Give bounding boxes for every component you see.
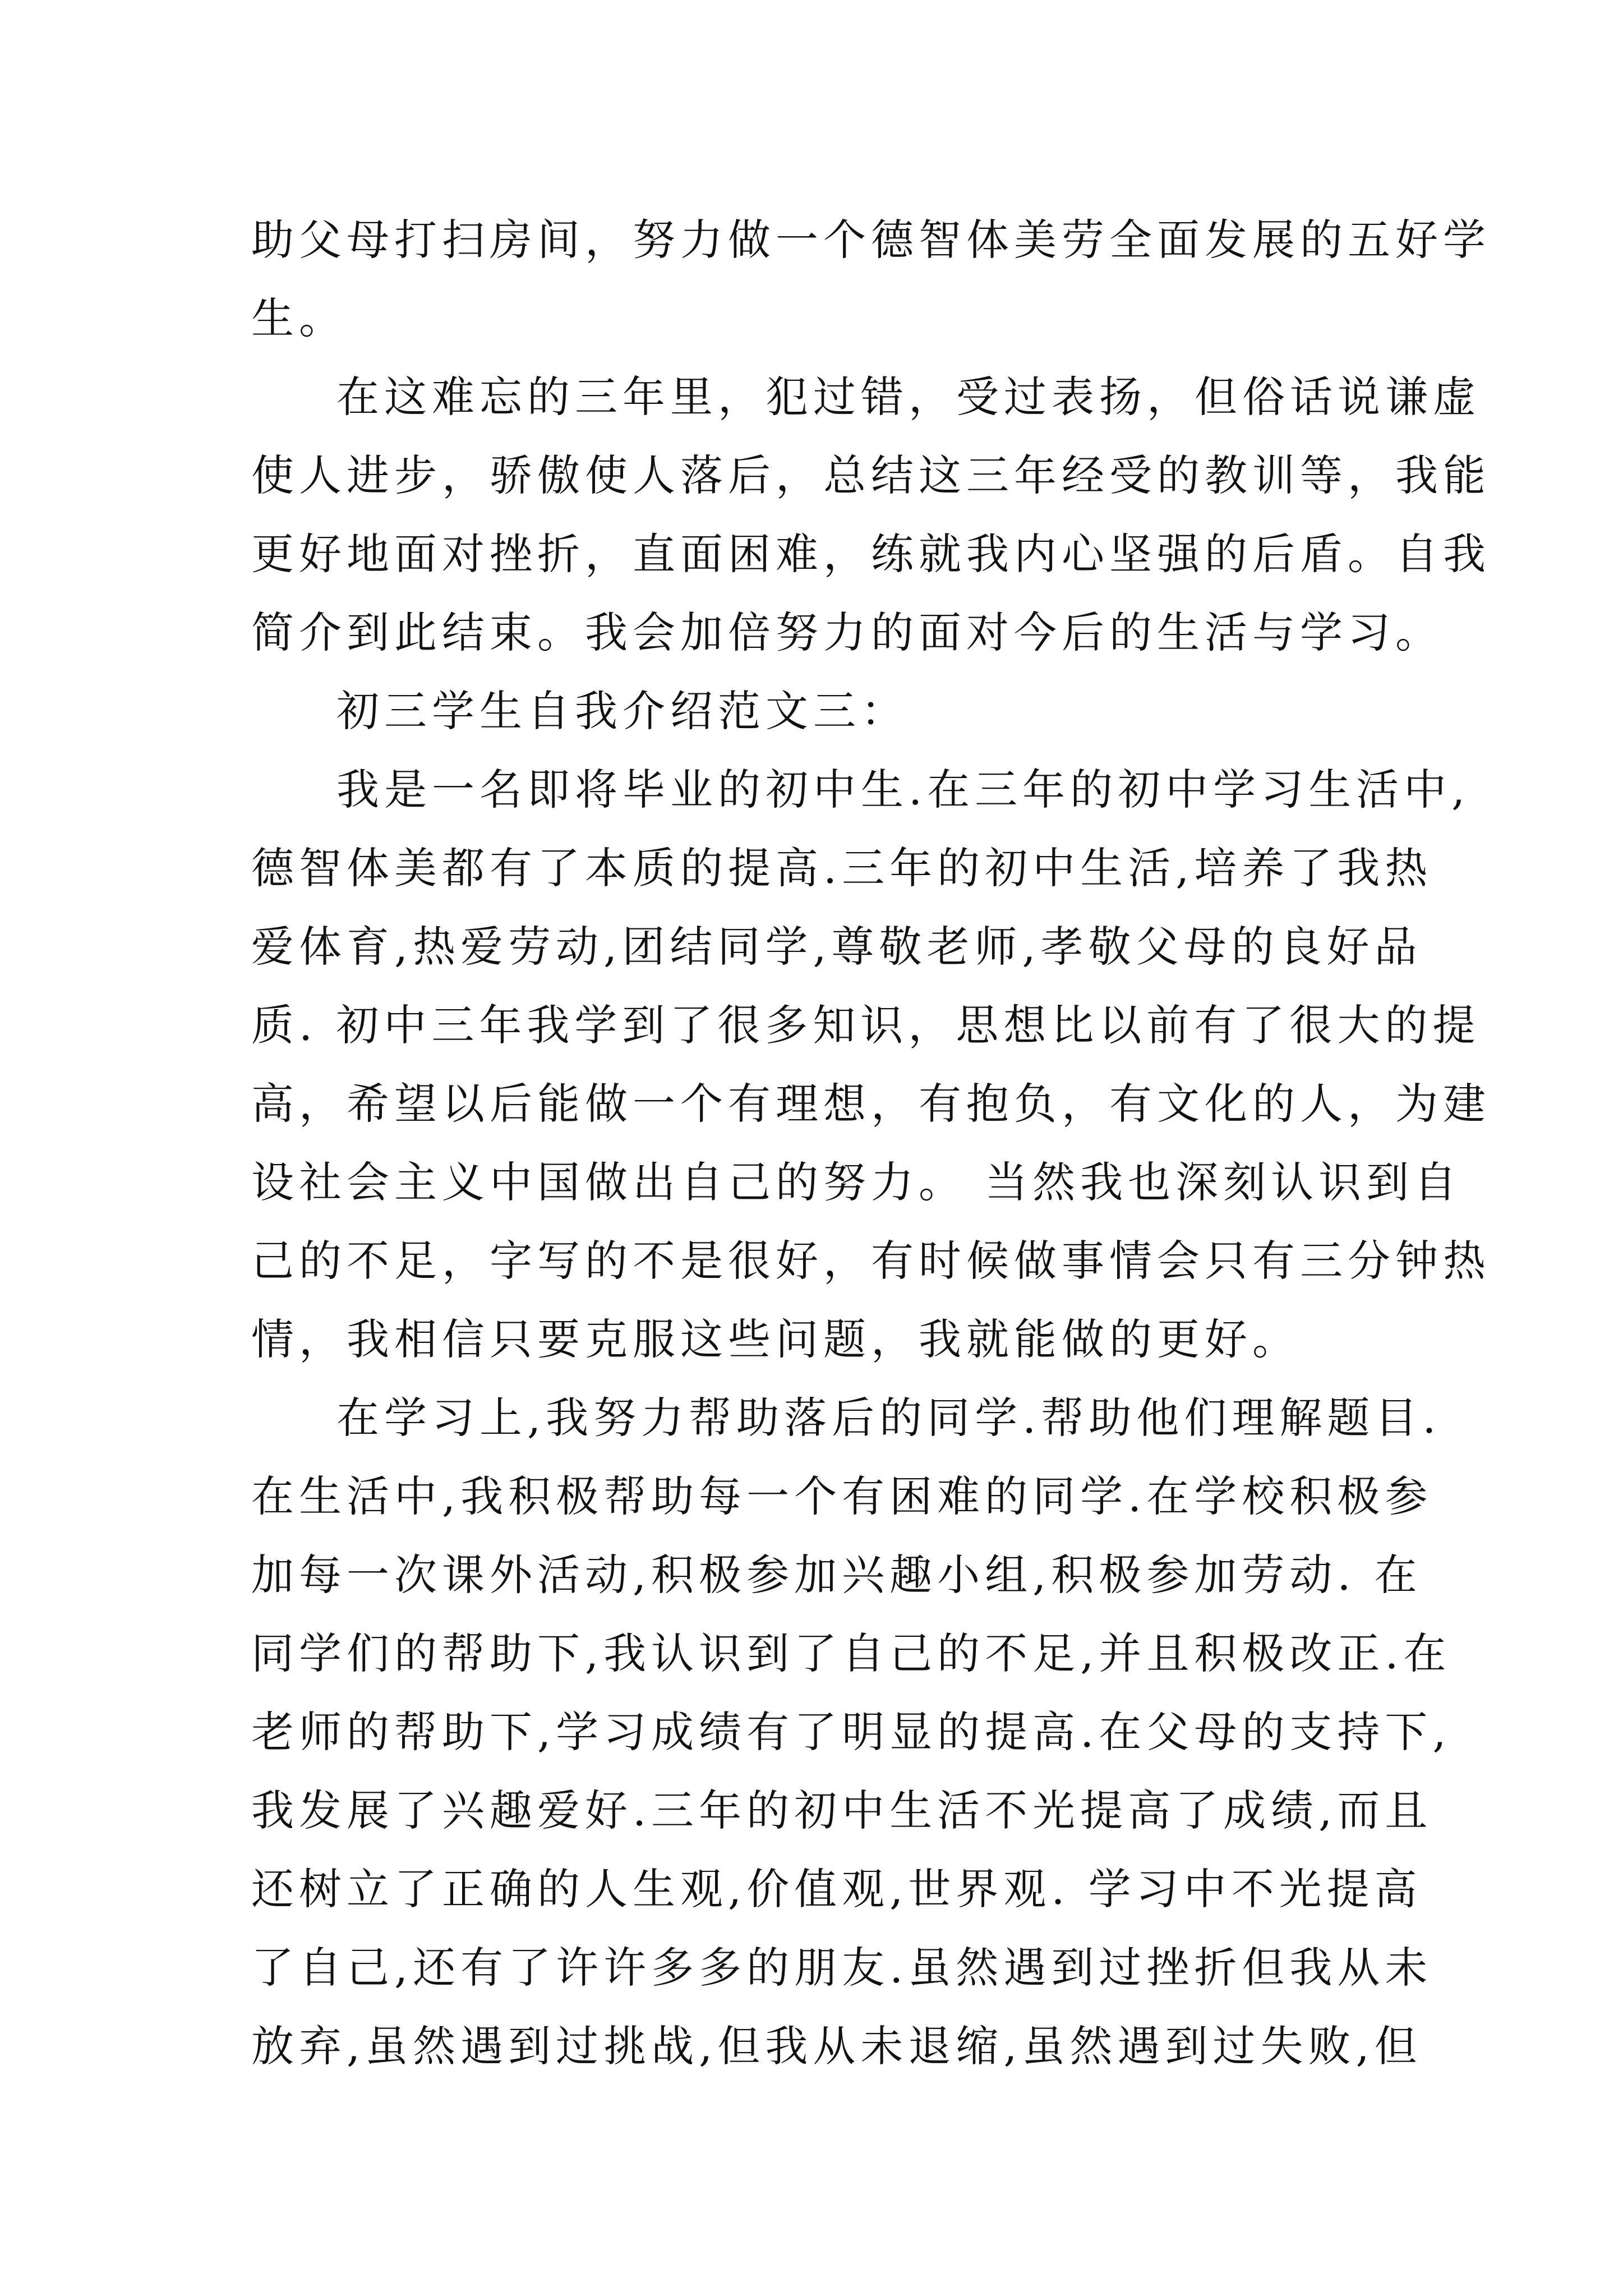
- text-line-23: 了自己,还有了许许多多的朋友.虽然遇到过挫折但我从未: [251, 1943, 1433, 1993]
- text-line-15: 情，我相信只要克服这些问题，我就能做的更好。: [251, 1314, 1300, 1364]
- text-line-5: 更好地面对挫折，直面困难，练就我内心坚强的后盾。自我: [251, 529, 1491, 579]
- text-line-8: 我是一名即将毕业的初中生.在三年的初中学习生活中,: [336, 765, 1470, 815]
- text-line-16: 在学习上,我努力帮助落后的同学.帮助他们理解题目.: [336, 1393, 1441, 1443]
- text-line-10: 爱体育,热爱劳动,团结同学,尊敬老师,孝敬父母的良好品: [251, 922, 1422, 972]
- text-line-24: 放弃,虽然遇到过挑战,但我从未退缩,虽然遇到过失败,但: [251, 2021, 1422, 2071]
- text-line-21: 我发展了兴趣爱好.三年的初中生活不光提高了成绩,而且: [251, 1786, 1433, 1835]
- text-line-22: 还树立了正确的人生观,价值观,世界观. 学习中不光提高: [251, 1864, 1422, 1914]
- text-line-1: 助父母打扫房间，努力做一个德智体美劳全面发展的五好学: [251, 215, 1491, 265]
- text-line-12: 高，希望以后能做一个有理想，有抱负，有文化的人，为建: [251, 1079, 1491, 1129]
- text-line-2: 生。: [251, 293, 347, 343]
- text-line-20: 老师的帮助下,学习成绩有了明显的提高.在父母的支持下,: [251, 1707, 1451, 1757]
- text-line-6: 简介到此结束。我会加倍努力的面对今后的生活与学习。: [251, 608, 1443, 657]
- text-line-11: 质. 初中三年我学到了很多知识，思想比以前有了很大的提: [251, 1000, 1481, 1050]
- text-line-14: 己的不足，字写的不是很好，有时候做事情会只有三分钟热: [251, 1236, 1491, 1286]
- text-line-19: 同学们的帮助下,我认识到了自己的不足,并且积极改正.在: [251, 1628, 1451, 1678]
- text-line-3: 在这难忘的三年里，犯过错，受过表扬，但俗话说谦虚: [336, 372, 1481, 422]
- text-line-9: 德智体美都有了本质的提高.三年的初中生活,培养了我热: [251, 843, 1433, 893]
- text-line-17: 在生活中,我积极帮助每一个有困难的同学.在学校积极参: [251, 1471, 1433, 1521]
- text-line-4: 使人进步，骄傲使人落后，总结这三年经受的教训等，我能: [251, 450, 1491, 500]
- text-line-18: 加每一次课外活动,积极参加兴趣小组,积极参加劳动. 在: [251, 1550, 1422, 1600]
- text-line-13: 设社会主义中国做出自己的努力。 当然我也深刻认识到自: [251, 1157, 1462, 1207]
- section-heading: 初三学生自我介绍范文三：: [336, 686, 909, 736]
